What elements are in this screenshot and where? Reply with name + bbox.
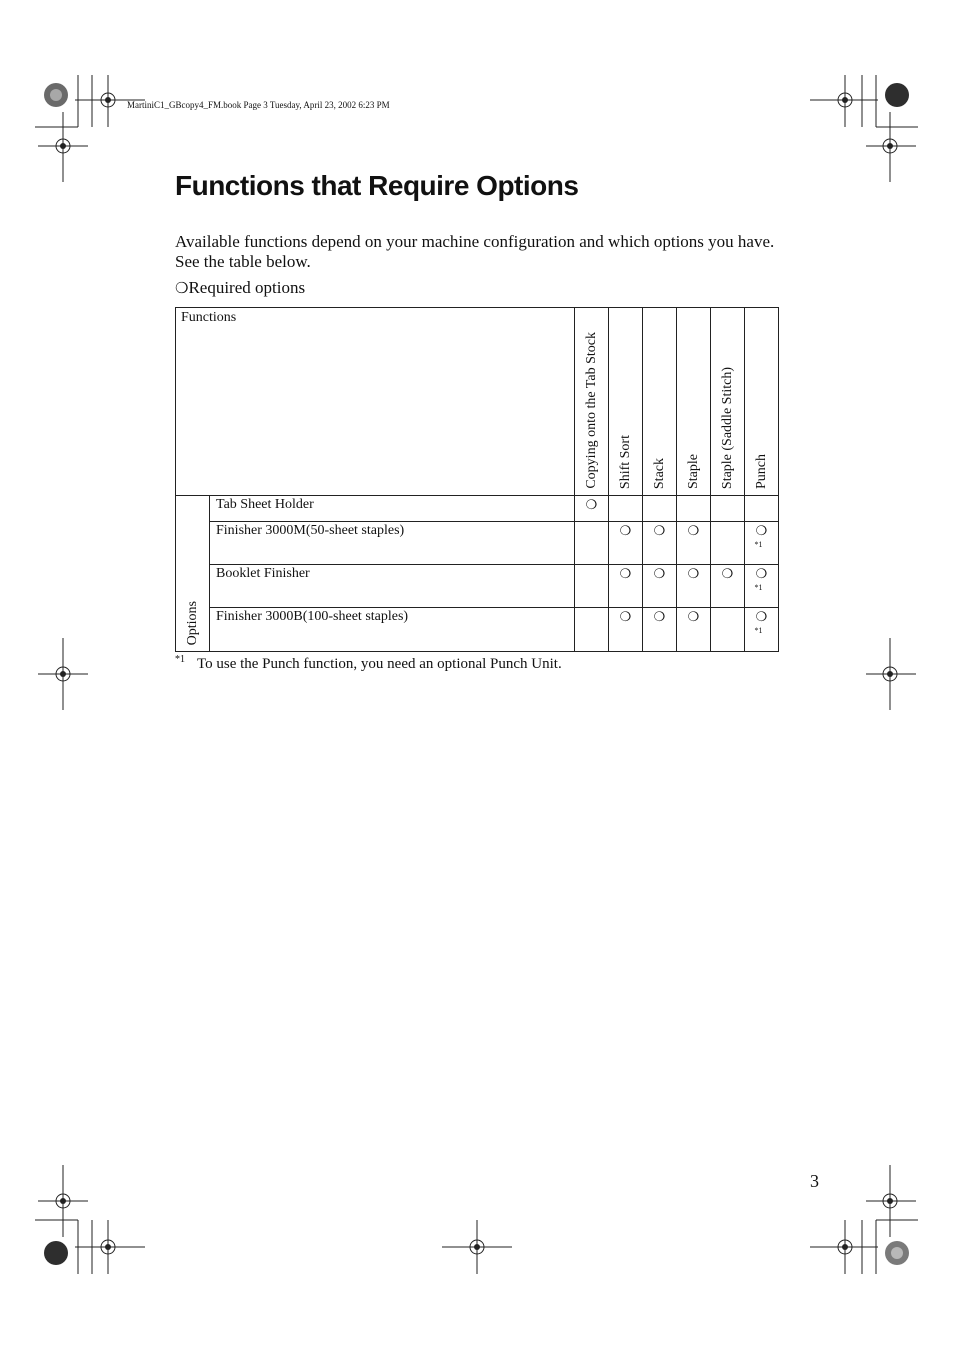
required-options-label <box>175 278 305 298</box>
footnote-marker: *1 <box>175 654 185 665</box>
table-row <box>176 565 779 608</box>
table-cell: ❍ <box>643 565 677 608</box>
table-row <box>176 522 779 565</box>
page-title: Functions that Require Options <box>175 170 579 201</box>
row-name: Tab Sheet Holder <box>210 496 575 522</box>
table-cell: ❍ *1 <box>745 608 779 652</box>
column-header: Staple <box>677 308 711 496</box>
footnote-ref: *1 <box>754 583 763 592</box>
column-header: Stack <box>643 308 677 496</box>
table-cell <box>575 565 609 608</box>
table-row <box>176 608 779 652</box>
file-info-header: MartiniC1_GBcopy4_FM.book Page 3 Tuesday, April 23, 2002 6:23 PM <box>127 100 390 110</box>
table-cell: ❍ <box>609 565 643 608</box>
table-cell <box>609 496 643 522</box>
footnote <box>175 656 562 673</box>
page-number: 3 <box>810 1171 819 1191</box>
table-cell <box>575 522 609 565</box>
table-cell <box>711 496 745 522</box>
table-cell <box>575 608 609 652</box>
required-symbol-icon: ❍ <box>175 279 189 297</box>
options-table <box>175 307 779 652</box>
options-row-group-label: Options <box>176 496 210 652</box>
table-cell: ❍ <box>677 608 711 652</box>
table-cell <box>745 496 779 522</box>
table-cell: ❍ *1 <box>745 522 779 565</box>
table-cell: ❍ <box>711 565 745 608</box>
column-header: Staple (Saddle Stitch) <box>711 308 745 496</box>
table-cell <box>643 496 677 522</box>
table-cell: ❍ <box>677 522 711 565</box>
functions-header: Functions <box>176 308 575 496</box>
required-options-text: Required options <box>188 278 306 297</box>
column-header: Punch <box>745 308 779 496</box>
table-cell <box>677 496 711 522</box>
footnote-text: To use the Punch function, you need an optional Punch Unit. <box>197 656 562 672</box>
table-cell: ❍ <box>575 496 609 522</box>
intro-paragraph: Available functions depend on your machine configuration and which options you have. See the table below. <box>175 232 775 271</box>
table-cell: ❍ *1 <box>745 565 779 608</box>
table-header-row <box>176 308 779 496</box>
column-header: Shift Sort <box>609 308 643 496</box>
footnote-ref: *1 <box>754 626 763 635</box>
footnote-ref: *1 <box>754 540 763 549</box>
table-cell: ❍ <box>643 608 677 652</box>
row-name: Finisher 3000B(100-sheet staples) <box>210 608 575 652</box>
row-name: Booklet Finisher <box>210 565 575 608</box>
row-name: Finisher 3000M(50-sheet staples) <box>210 522 575 565</box>
table-row <box>176 496 779 522</box>
column-header: Copying onto the Tab Stock <box>575 308 609 496</box>
table-cell: ❍ <box>609 608 643 652</box>
table-cell: ❍ <box>677 565 711 608</box>
table-cell: ❍ <box>609 522 643 565</box>
table-cell: ❍ <box>643 522 677 565</box>
